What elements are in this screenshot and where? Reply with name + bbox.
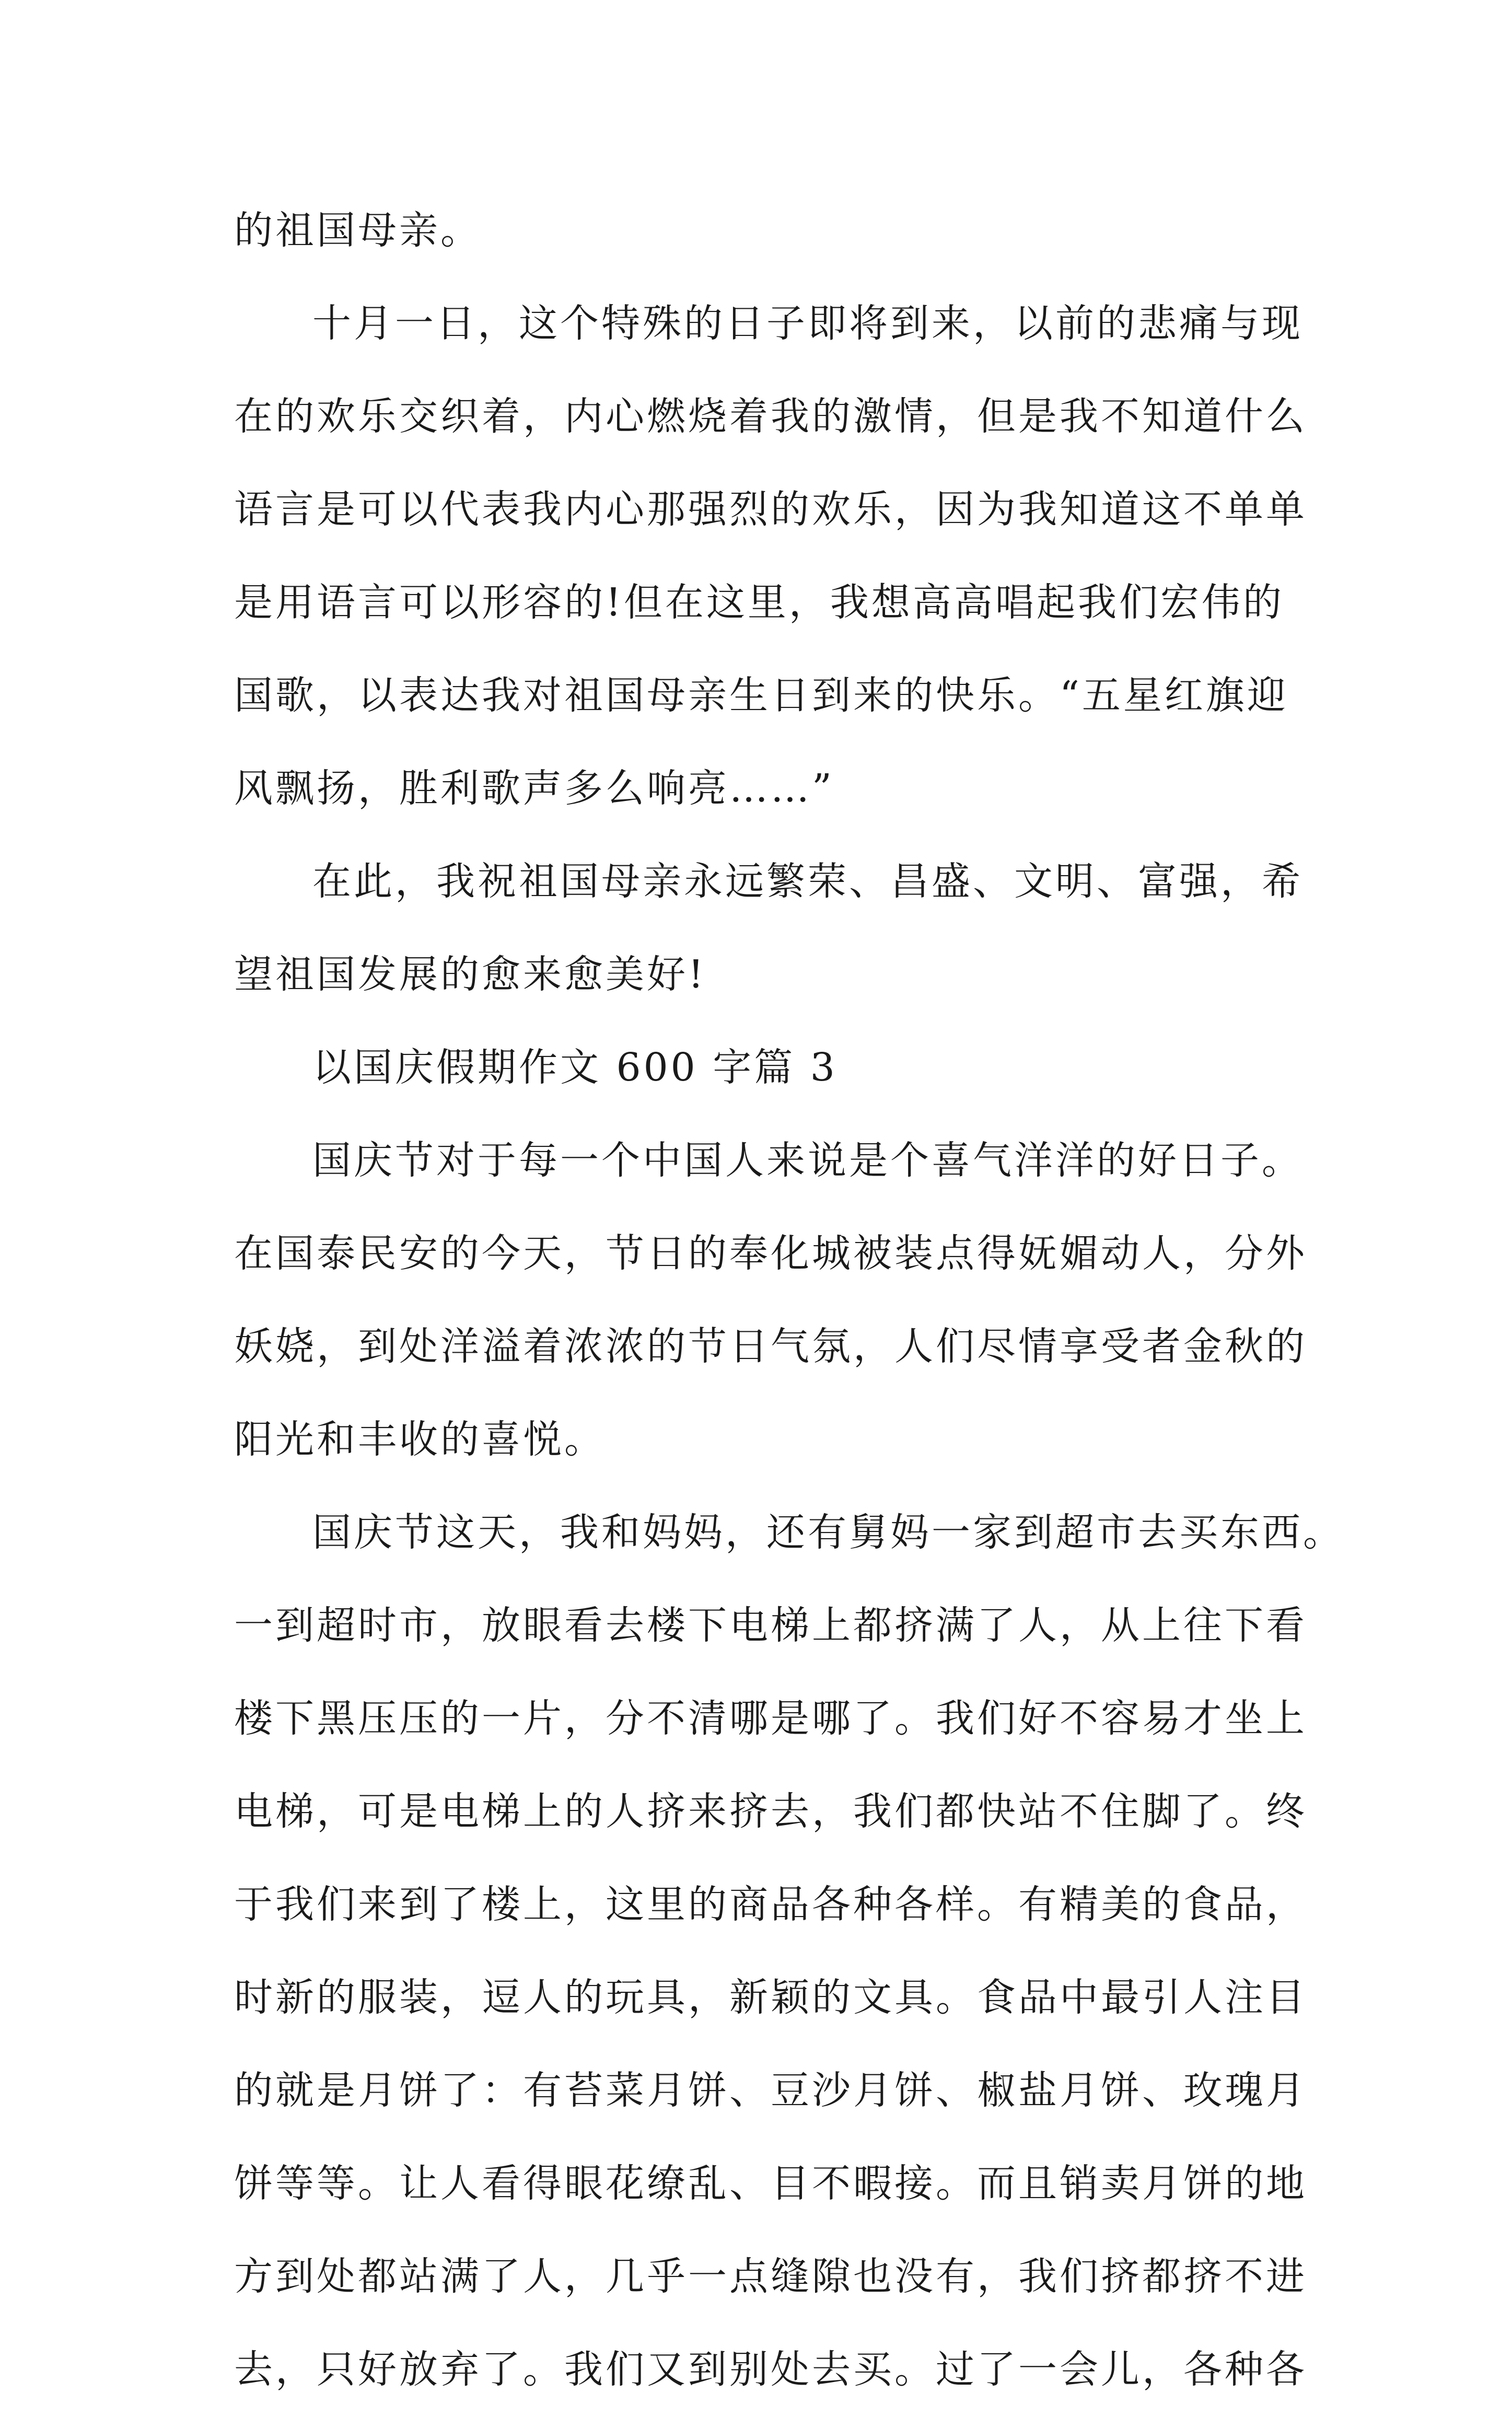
text-line: 十月一日，这个特殊的日子即将到来，以前的悲痛与现	[312, 301, 1303, 346]
text-line: 是用语言可以形容的!但在这里，我想高高唱起我们宏伟的	[234, 580, 1284, 625]
text-line: 风飘扬，胜利歌声多么响亮……”	[234, 766, 834, 811]
text-line: 语言是可以代表我内心那强烈的欢乐，因为我知道这不单单	[234, 487, 1307, 532]
text-line: 时新的服装，逗人的玩具，新颖的文具。食品中最引人注目	[234, 1975, 1307, 2020]
text-line: 国庆节这天，我和妈妈，还有舅妈一家到超市去买东西。	[312, 1510, 1344, 1555]
text-line: 阳光和丰收的喜悦。	[234, 1417, 606, 1462]
text-line: 的祖国母亲。	[234, 208, 482, 253]
text-line: 饼等等。让人看得眼花缭乱、目不暇接。而且销卖月饼的地	[234, 2161, 1307, 2206]
section-heading	[234, 1021, 1284, 1114]
text-line: 在此，我祝祖国母亲永远繁荣、昌盛、文明、富强，希	[312, 859, 1303, 904]
text-line: 去，只好放弃了。我们又到别处去买。过了一会儿，各种各	[234, 2347, 1307, 2392]
text-line: 电梯，可是电梯上的人挤来挤去，我们都快站不住脚了。终	[234, 1789, 1307, 1834]
text-line: 一到超时市，放眼看去楼下电梯上都挤满了人，从上往下看	[234, 1603, 1307, 1648]
text-line: 在国泰民安的今天，节日的奉化城被装点得妩媚动人，分外	[234, 1231, 1307, 1276]
paragraph	[234, 1486, 1344, 2416]
text-line: 楼下黑压压的一片，分不清哪是哪了。我们好不容易才坐上	[234, 1696, 1307, 1741]
text-line: 望祖国发展的愈来愈美好!	[234, 952, 706, 997]
text-line: 在的欢乐交织着，内心燃烧着我的激情，但是我不知道什么	[234, 394, 1307, 439]
text-line: 于我们来到了楼上，这里的商品各种各样。有精美的食品，	[234, 1882, 1307, 1927]
document-body	[234, 184, 1344, 2416]
paragraph	[234, 277, 1307, 835]
text-line: 的就是月饼了：有苔菜月饼、豆沙月饼、椒盐月饼、玫瑰月	[234, 2068, 1307, 2113]
text-line: 国庆节对于每一个中国人来说是个喜气洋洋的好日子。	[312, 1138, 1303, 1183]
paragraph	[234, 835, 1303, 1021]
text-line: 妖娆，到处洋溢着浓浓的节日气氛，人们尽情享受者金秋的	[234, 1324, 1307, 1369]
text-line: 方到处都站满了人，几乎一点缝隙也没有，我们挤都挤不进	[234, 2254, 1307, 2299]
text-line: 以国庆假期作文 600 字篇 3	[312, 1045, 838, 1090]
text-line: 国歌，以表达我对祖国母亲生日到来的快乐。“五星红旗迎	[234, 673, 1288, 718]
paragraph	[234, 184, 1284, 277]
paragraph	[234, 1114, 1307, 1486]
